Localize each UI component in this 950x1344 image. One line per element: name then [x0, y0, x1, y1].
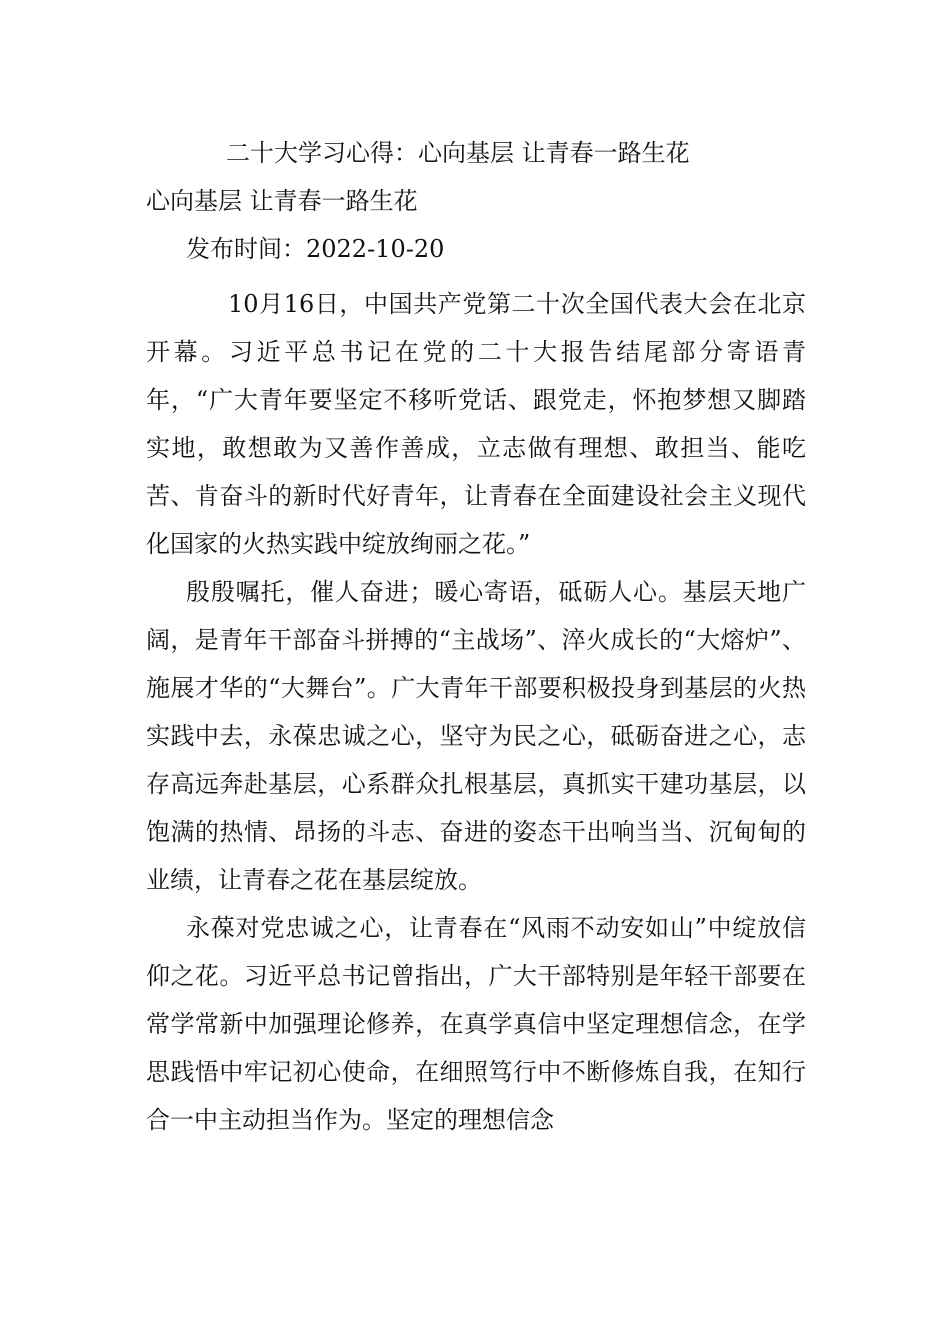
article-body [146, 280, 806, 1144]
paragraph-3: 永葆对党忠诚之心，让青春在“风雨不动安如山”中绽放信仰之花。习近平总书记曾指出，广大干部特别是年轻干部要在常学常新中加强理论修养，在真学真信中坚定理想信念，在学思践悟中牢记初心使命，在细照笃行中不断修炼自我，在知行合一中主动担当作为。坚定的理想信念 [146, 914, 806, 1134]
paragraph-1: 10月16日，中国共产党第二十次全国代表大会在北京开幕。习近平总书记在党的二十大报告结尾部分寄语青年，“广大青年要坚定不移听党话、跟党走，怀抱梦想又脚踏实地，敢想敢为又善作善成，立志做有理想、敢担当、能吃苦、肯奋斗的新时代好青年，让青春在全面建设社会主义现代化国家的火热实践中绽放绚丽之花。” [146, 290, 806, 558]
document-title: 二十大学习心得：心向基层 让青春一路生花 [226, 139, 690, 167]
publish-time: 发布时间：2022-10-20 [186, 235, 445, 263]
paragraph-2: 殷殷嘱托，催人奋进；暖心寄语，砥砺人心。基层天地广阔，是青年干部奋斗拼搏的“主战场”、淬火成长的“大熔炉”、施展才华的“大舞台”。广大青年干部要积极投身到基层的火热实践中去，永葆忠诚之心，坚守为民之心，砥砺奋进之心，志存高远奔赴基层，心系群众扎根基层，真抓实干建功基层，以饱满的热情、昂扬的斗志、奋进的姿态干出响当当、沉甸甸的业绩，让青春之花在基层绽放。 [146, 578, 806, 894]
document-subtitle: 心向基层 让青春一路生花 [146, 187, 418, 215]
